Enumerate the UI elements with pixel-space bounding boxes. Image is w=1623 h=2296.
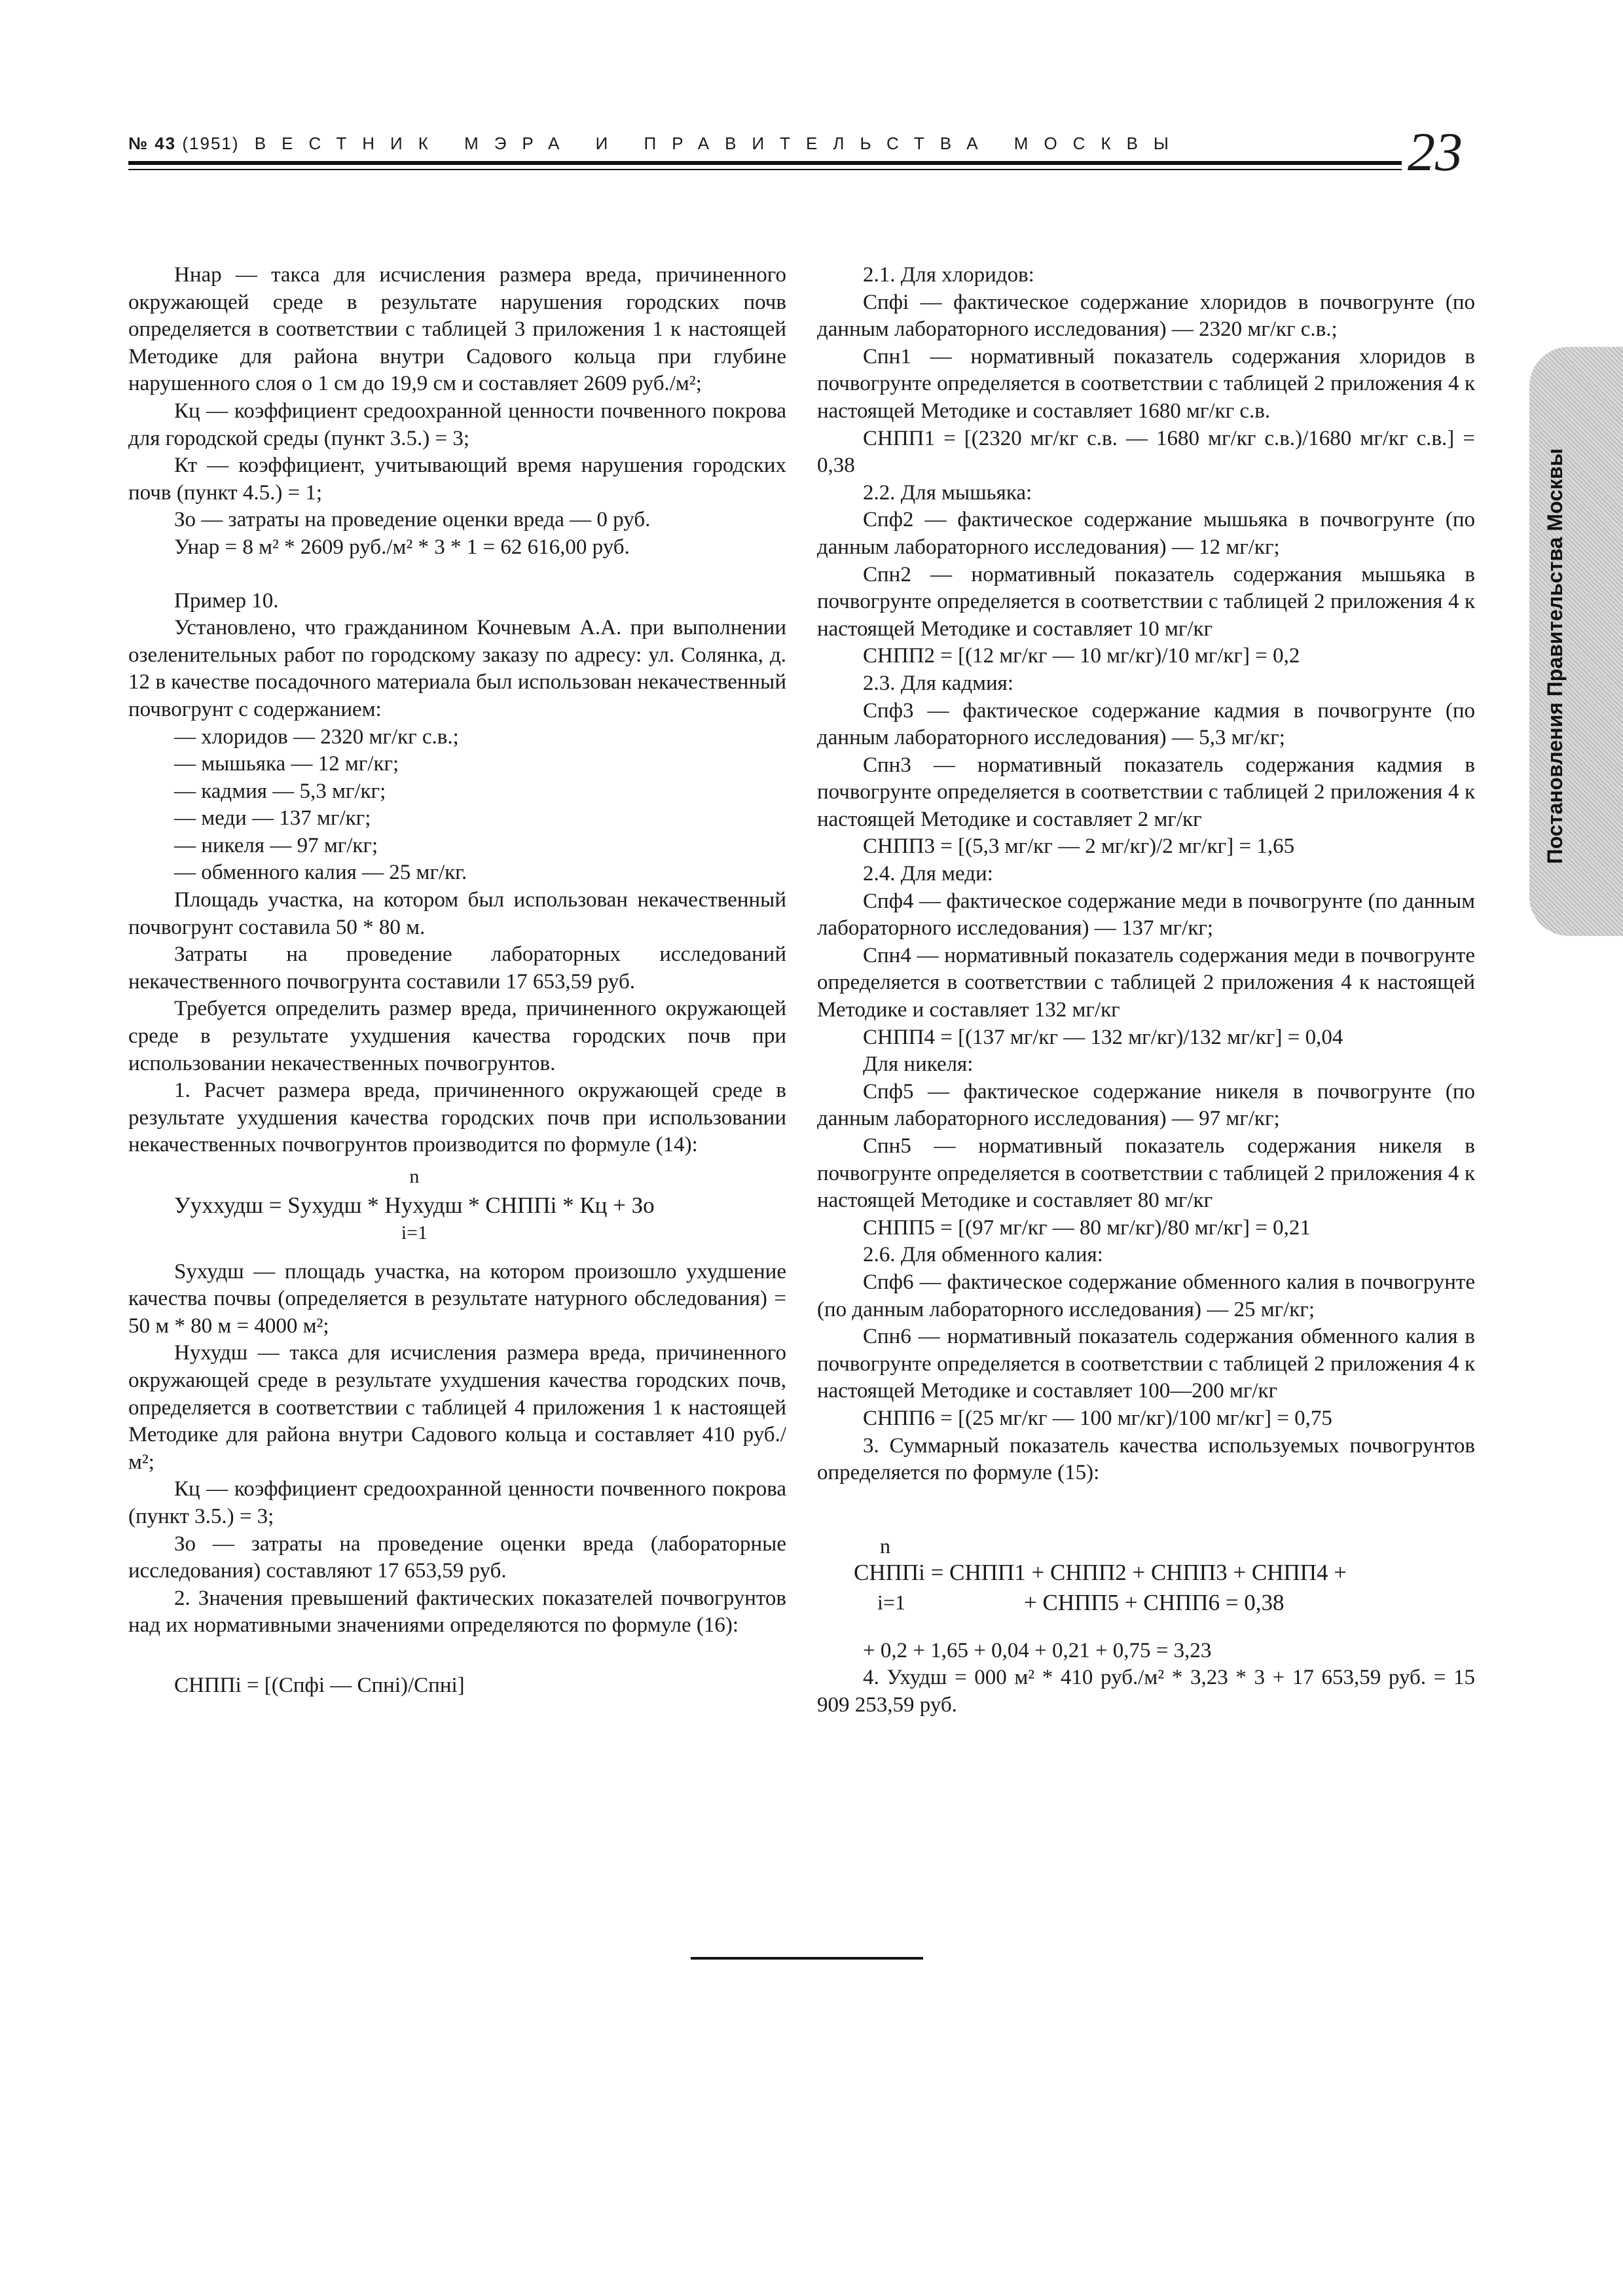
paragraph: Спн1 — нормативный показатель содержания хлоридов в почвогрунте определяется в соответствии с таблицей 2 приложения 4 к настоящей Методике и составляет 1680 мг/кг с.в.	[817, 344, 1475, 423]
calculation: 4. Ухудш = 000 м² * 410 руб./м² * 3,23 * 3 + 17 653,59 руб. = 15 909 253,59 руб.	[817, 1666, 1475, 1717]
calculation: СНПП3 = [(5,3 мг/кг — 2 мг/кг)/2 мг/кг] = 1,65	[863, 834, 1295, 859]
paragraph: Спф2 — фактическое содержание мышьяка в почвогрунте (по данным лабораторного исследования) — 12 мг/кг;	[817, 508, 1475, 559]
list-item: — кадмия — 5,3 мг/кг;	[174, 779, 386, 803]
section-heading: 2.6. Для обменного калия:	[863, 1243, 1103, 1267]
header-rule-thick	[128, 161, 1402, 165]
right-column	[817, 262, 1475, 1719]
sum-lower-limit: i=1	[877, 1590, 905, 1614]
paragraph: Установлено, что гражданином Кочневым А.А. при выполнении озеленительных работ по городскому заказу по адресу: ул. Солянка, д. 12 в качестве посадочного материала был использован некачественный почвогрунт с содержанием:	[128, 616, 786, 721]
paragraph: Спн2 — нормативный показатель содержания мышьяка в почвогрунте определяется в соответствии с таблицей 2 приложения 4 к настоящей Методике и составляет 10 мг/кг	[817, 562, 1475, 641]
sum-upper-limit: n	[880, 1534, 890, 1558]
formula-16: СНППi = [(Спфi — Спнi)/Спнi]	[174, 1673, 465, 1697]
issue-number: № 43	[128, 134, 177, 153]
header-rule-thin	[128, 169, 1402, 170]
formula-15	[854, 1533, 1475, 1618]
calculation: СНПП2 = [(12 мг/кг — 10 мг/кг)/10 мг/кг] = 0,2	[863, 644, 1300, 668]
paragraph: Спф4 — фактическое содержание меди в почвогрунте (по данным лабораторного исследования) — 137 мг/кг;	[817, 889, 1475, 941]
paragraph: Нухудш — такса для исчисления размера вреда, причиненного окружающей среде в результате ухудшения качества городских почв, определяется в соответствии с таблицей 4 приложения 1 к настоящей Методике для района внутри Садового кольца и составляет 410 руб./м²;	[128, 1341, 786, 1474]
sum-lower-limit: i=1	[401, 1222, 428, 1244]
section-side-tab-label: Постановления Правительства Москвы	[1543, 448, 1567, 864]
paragraph: Площадь участка, на котором был использован некачественный почвогрунт составила 50 * 80 м.	[128, 888, 786, 939]
page-number: 23	[1408, 122, 1463, 183]
list-item: — обменного калия — 25 мг/кг.	[174, 861, 467, 885]
section-heading: 2.2. Для мышьяка:	[863, 480, 1032, 505]
paragraph: Спн6 — нормативный показатель содержания обменного калия в почвогрунте определяется в соответствии с таблицей 2 приложения 4 к настоящей Методике и составляет 100—200 мг/кг	[817, 1325, 1475, 1403]
formula-15-line-2: + СНПП5 + СНПП6 = 0,38	[1024, 1589, 1285, 1615]
section-heading: Для никеля:	[863, 1052, 974, 1077]
formula-14-main: Ууххудш = Sухудш * Нухудш * СНППi * Кц + Зо	[174, 1193, 655, 1218]
paragraph: Ннар — такса для исчисления размера вреда, причиненного окружающей среде в результате нарушения городских почв определяется в соответствии с таблицей 3 приложения 1 к настоящей Методике для района внутри Садового кольца при глубине нарушенного слоя о 1 см до 19,9 см и составляет 2609 руб./м²;	[128, 263, 786, 396]
list-item: — мышьяка — 12 мг/кг;	[174, 752, 399, 776]
list-item: — хлоридов — 2320 мг/кг с.в.;	[174, 725, 459, 749]
paragraph: Унар = 8 м² * 2609 руб./м² * 3 * 1 = 62 616,00 руб.	[174, 535, 630, 559]
issue-sequence: (1951)	[182, 134, 240, 153]
calculation: СНПП1 = [(2320 мг/кг с.в. — 1680 мг/кг с.в.)/1680 мг/кг с.в.] = 0,38	[817, 426, 1475, 478]
paragraph: Кц — коэффициент средоохранной ценности почвенного покрова (пункт 3.5.) = 3;	[128, 1477, 786, 1528]
page-header	[128, 128, 1402, 174]
calculation: + 0,2 + 1,65 + 0,04 + 0,21 + 0,75 = 3,23	[863, 1638, 1212, 1662]
paragraph: 1. Расчет размера вреда, причиненного окружающей среде в результате ухудшения качества городских почв при использовании некачественных почвогрунтов производится по формуле (14):	[128, 1079, 786, 1157]
paragraph: Кц — коэффициент средоохранной ценности почвенного покрова для городской среды (пункт 3.5.) = 3;	[128, 399, 786, 450]
paragraph: Sухудш — площадь участка, на котором произошло ухудшение качества почвы (определяется в результате натурного обследования) = 50 м * 80 м = 4000 м²;	[128, 1259, 786, 1338]
calculation: СНПП6 = [(25 мг/кг — 100 мг/кг)/100 мг/кг] = 0,75	[863, 1406, 1332, 1430]
formula-14-body	[174, 1166, 655, 1244]
left-column	[128, 262, 786, 1700]
section-heading: 2.4. Для меди:	[863, 862, 993, 886]
sum-upper-limit: n	[409, 1166, 420, 1187]
paragraph: 2. Значения превышений фактических показателей почвогрунтов над их нормативными значениями определяются по формуле (16):	[128, 1586, 786, 1638]
paragraph: Затраты на проведение лабораторных исследований некачественного почвогрунта составили 17 653,59 руб.	[128, 942, 786, 994]
paragraph: Требуется определить размер вреда, причиненного окружающей среде в результате ухудшения качества городских почв при использовании некачественных почвогрунтов.	[128, 997, 786, 1075]
paragraph: Спф6 — фактическое содержание обменного калия в почвогрунте (по данным лабораторного исследования) — 25 мг/кг;	[817, 1270, 1475, 1321]
formula-15-line-1: СНППi = СНПП1 + СНПП2 + СНПП3 + СНПП4 +	[854, 1559, 1347, 1585]
header-text	[128, 134, 1184, 154]
paragraph: Кт — коэффициент, учитывающий время нарушения городских почв (пункт 4.5.) = 1;	[128, 454, 786, 505]
journal-title: ВЕСТНИК МЭРА И ПРАВИТЕЛЬСТВА МОСКВЫ	[254, 134, 1184, 153]
paragraph: Спф3 — фактическое содержание кадмия в почвогрунте (по данным лабораторного исследования) — 5,3 мг/кг;	[817, 698, 1475, 750]
paragraph: 3. Суммарный показатель качества используемых почвогрунтов определяется по формуле (15):	[817, 1433, 1475, 1485]
calculation: СНПП5 = [(97 мг/кг — 80 мг/кг)/80 мг/кг] = 0,21	[863, 1215, 1311, 1240]
example-title: Пример 10.	[174, 588, 279, 613]
section-heading: 2.1. Для хлоридов:	[863, 263, 1034, 287]
list-item: — никеля — 97 мг/кг;	[174, 833, 378, 857]
section-heading: 2.3. Для кадмия:	[863, 671, 1014, 695]
paragraph: Спн3 — нормативный показатель содержания кадмия в почвогрунте определяется в соответствии с таблицей 2 приложения 4 к настоящей Методике и составляет 2 мг/кг	[817, 753, 1475, 831]
paragraph: Спн4 — нормативный показатель содержания меди в почвогрунте определяется в соответствии с таблицей 2 приложения 4 к настоящей Методике и составляет 132 мг/кг	[817, 943, 1475, 1022]
end-rule	[691, 1957, 923, 1960]
paragraph: Спфi — фактическое содержание хлоридов в почвогрунте (по данным лабораторного исследования) — 2320 мг/кг с.в.;	[817, 290, 1475, 342]
paragraph: Спф5 — фактическое содержание никеля в почвогрунте (по данным лабораторного исследования) — 97 мг/кг;	[817, 1079, 1475, 1131]
paragraph: Зо — затраты на проведение оценки вреда (лабораторные исследования) составляют 17 653,59 руб.	[128, 1532, 786, 1583]
paragraph: Спн5 — нормативный показатель содержания никеля в почвогрунте определяется в соответствии с таблицей 2 приложения 4 к настоящей Методике и составляет 80 мг/кг	[817, 1134, 1475, 1213]
list-item: — меди — 137 мг/кг;	[174, 806, 371, 831]
paragraph: Зо — затраты на проведение оценки вреда — 0 руб.	[174, 508, 651, 532]
formula-14	[174, 1166, 786, 1244]
calculation: СНПП4 = [(137 мг/кг — 132 мг/кг)/132 мг/кг] = 0,04	[863, 1025, 1343, 1049]
